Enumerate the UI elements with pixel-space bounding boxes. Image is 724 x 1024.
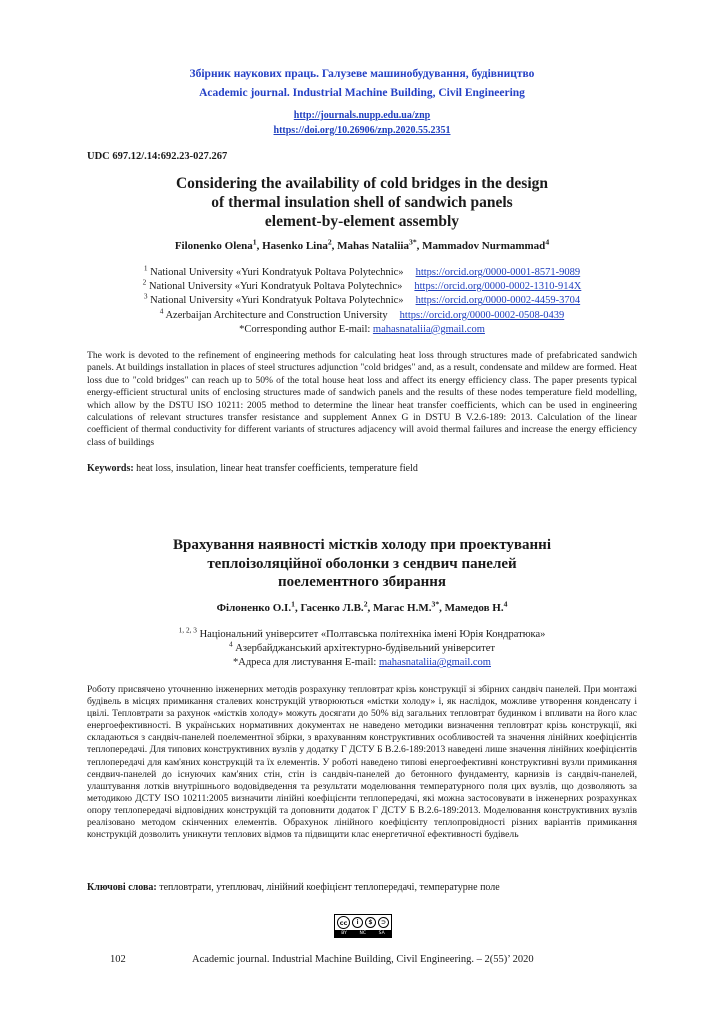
orcid-link[interactable]: https://orcid.org/0000-0002-0508-0439 bbox=[399, 309, 565, 321]
cc-label: NC bbox=[359, 931, 367, 936]
affiliation-sup: 4 bbox=[159, 306, 164, 316]
paper-title-en bbox=[90, 174, 634, 231]
author-sep: , bbox=[367, 602, 374, 614]
orcid-link[interactable]: https://orcid.org/0000-0002-4459-3704 bbox=[415, 295, 581, 307]
footer-text: Academic journal. Industrial Machine Building, Civil Engineering. – 2(55)’ 2020 bbox=[192, 954, 534, 965]
affiliation-sup: 1 bbox=[143, 263, 148, 273]
cc-badge-bottom bbox=[335, 930, 391, 937]
journal-title-en: Academic journal. Industrial Machine Building, Civil Engineering bbox=[199, 87, 525, 99]
affiliations-en bbox=[0, 263, 724, 337]
author-sup: 3* bbox=[431, 599, 440, 609]
corresponding-author-line bbox=[0, 656, 724, 670]
cc-badge-top bbox=[335, 915, 391, 930]
author-sup: 1 bbox=[291, 599, 295, 609]
affiliation-sup: 4 bbox=[228, 639, 233, 649]
author-name: Filonenko Olena bbox=[174, 240, 253, 252]
title-en-line: Considering the availability of cold bridges in the design bbox=[175, 175, 549, 192]
keywords-label: Keywords: bbox=[87, 463, 134, 474]
title-en-line: element-by-element assembly bbox=[264, 213, 460, 230]
affiliation-sup: 1, 2, 3 bbox=[178, 625, 197, 635]
title-en-line: of thermal insulation shell of sandwich panels bbox=[211, 194, 513, 211]
author-sup: 4 bbox=[545, 237, 550, 247]
corresponding-author-line bbox=[0, 323, 724, 337]
email-link[interactable]: mahasnataliia@gmail.com bbox=[372, 323, 485, 335]
affiliations-uk bbox=[0, 625, 724, 671]
author-name: Філоненко О.І. bbox=[216, 602, 292, 614]
journal-title-uk: Збірник наукових праць. Галузеве машинобудування, будівництво bbox=[189, 68, 535, 80]
page-number: 102 bbox=[110, 954, 126, 965]
author-sup: 2 bbox=[363, 599, 368, 609]
sa-glyph: ⊃ bbox=[378, 917, 389, 928]
cc-label: BY bbox=[341, 931, 347, 936]
title-uk-line: Врахування наявності містків холоду при проектуванні bbox=[173, 537, 551, 553]
cc-label: SA bbox=[378, 931, 385, 936]
keywords-uk bbox=[87, 882, 637, 893]
abstract-uk: Роботу присвячено уточненню інженерних методів розрахунку тепловтрат крізь конструкції зі збірних сандвіч панелей. При монтажі будівель в місцях примикання сталевих конструкцій утворюються «містки холоду» і, як наслідок, можливе утворення конденсату і цвілі. Тепловтрати за рахунок «містків холоду» можуть досягати до 50% від загальних тепловтрат будинком і впливати на його клас енергоефективності. В українських нормативних документах не наведено методики визначення тепловтрат крізь конструкції, які складаються з сандвіч-панелей поелементної збірки, з врахуванням конструктивних особливостей та значення лінійних коефіцієнтів теплопередачі. Для типових конструктивних вузлів у додатку Г ДСТУ Б В.2.6-189:2013 наведені лише значення лінійних коефіцієнтів теплопередачі для кам'яних конструкцій та їх елементів. У роботі наведено типові енергоефективні конструктивні вузли примикання сендвич-панелей до існуючих кам'яних стін, стін із сандвіч-панелей до бетонного фундаменту, карнизів із сандвіч-панелей, улаштування лотків внутрішнього водовідведення та результати моделювання температурного поля цих вузлів, що дозволяють за методикою ДСТУ ISO 10211:2005 визначити лінійні коефіцієнти теплопередачі, які можна застосовувати в інженерних розрахунках опору теплопередачі відповідних конструкцій та доповнити додаток Г ДСТУ Б В.2.6-189:2013. Моделювання конструктивних вузлів реалізовано методом скінченних елементів. Обрахунок лінійного коефіцієнту теплопровідності різних варіантів примикання конструкцій дозволить уникнути теплових відмов та підвищити клас енергетичної ефективності будівель bbox=[87, 684, 637, 841]
author-sep: , bbox=[439, 602, 445, 614]
affiliation-text: Азербайджанський архітектурно-будівельний університет bbox=[232, 643, 496, 655]
email-link[interactable]: mahasnataliia@gmail.com bbox=[378, 657, 491, 669]
keywords-en bbox=[87, 463, 637, 474]
affiliation-text: Azerbaijan Architecture and Construction University bbox=[165, 309, 388, 321]
author-name: Гасенко Л.В. bbox=[300, 602, 364, 614]
keywords-text: heat loss, insulation, linear heat transfer coefficients, temperature field bbox=[133, 463, 418, 474]
affiliation-text: National University «Yuri Kondratyuk Poltava Polytechnic» bbox=[148, 281, 403, 293]
doi-link[interactable]: https://doi.org/10.26906/znp.2020.55.2351 bbox=[273, 125, 451, 136]
affiliation-text: National University «Yuri Kondratyuk Poltava Polytechnic» bbox=[150, 295, 404, 307]
affiliation-sup: 3 bbox=[143, 291, 148, 301]
orcid-link[interactable]: https://orcid.org/0000-0002-1310-914X bbox=[414, 281, 582, 293]
author-name: Магас Н.М. bbox=[373, 602, 432, 614]
author-sup: 1 bbox=[252, 237, 257, 247]
corresponding-label: *Адреса для листування E-mail: bbox=[233, 657, 379, 669]
affiliation-line bbox=[0, 625, 724, 642]
author-sep: , bbox=[294, 602, 301, 614]
nc-glyph: $ bbox=[365, 917, 376, 928]
affiliation-text: National University «Yuri Kondratyuk Poltava Polytechnic» bbox=[150, 267, 404, 278]
author-name: Hasenko Lina bbox=[262, 240, 328, 252]
paper-title-uk bbox=[90, 536, 634, 592]
affiliation-line bbox=[0, 277, 724, 294]
orcid-link[interactable]: https://orcid.org/0000-0001-8571-9089 bbox=[415, 267, 581, 278]
author-sep: , bbox=[331, 240, 338, 252]
abstract-en: The work is devoted to the refinement of engineering methods for calculating heat loss through structures made of prefabricated sandwich panels. At buildings installation in places of steel structures adjunction "cold bridges" and, as a result, condensate and mildew are formed. Heat loss due to "cold bridges" can reach up to 50% of the total house heat loss and affect its energy efficiency class. The paper presents typical energy-efficient structural units of enclosing structures made of sandwich panels and the results of these nodes temperature field modelling, which allow by the DSTU ISO 10211: 2005 method to determine the linear heat transfer coefficients, which can be used in engineering calculations of relevant structures transfer resistance and supplement Annex G in DSTU B V.2.6-189: 2013. Calculation of the linear coefficient of thermal conductivity for different variants of structures adjacency will avoid thermal failures and increase the energy efficiency class of buildings bbox=[87, 350, 637, 448]
affiliation-sup: 2 bbox=[142, 277, 147, 287]
affiliation-line bbox=[0, 291, 724, 308]
udc-code: UDC 697.12/.14:692.23-027.267 bbox=[87, 151, 228, 162]
cc-by-nc-sa-icon[interactable] bbox=[334, 914, 392, 938]
author-sup: 4 bbox=[503, 599, 508, 609]
corresponding-label: *Corresponding author E-mail: bbox=[239, 323, 373, 335]
affiliation-line bbox=[0, 306, 724, 323]
authors-en bbox=[0, 237, 724, 252]
author-sep: , bbox=[416, 240, 423, 252]
author-name: Mammadov Nurmammad bbox=[422, 240, 546, 252]
author-sep: , bbox=[256, 240, 263, 252]
author-name: Мамедов Н. bbox=[444, 602, 504, 614]
author-sup: 3* bbox=[408, 237, 417, 247]
title-uk-line: поелементного збирання bbox=[277, 574, 446, 590]
affiliation-line bbox=[0, 263, 724, 280]
title-uk-line: теплоізоляційної оболонки з сендвич панелей bbox=[207, 555, 517, 572]
affiliation-line bbox=[0, 639, 724, 656]
keywords-label: Ключові слова: bbox=[87, 882, 157, 893]
by-glyph: i bbox=[352, 917, 363, 928]
keywords-text: тепловтрати, утеплювач, лінійний коефіцієнт теплопередачі, температурне поле bbox=[156, 882, 500, 893]
cc-glyph: cc bbox=[337, 916, 350, 929]
author-name: Mahas Nataliia bbox=[337, 240, 409, 252]
affiliation-text: Національний університет «Полтавська політехніка імені Юрія Кондратюка» bbox=[196, 629, 546, 640]
author-sup: 2 bbox=[327, 237, 332, 247]
authors-uk bbox=[0, 599, 724, 614]
journal-url-link[interactable]: http://journals.nupp.edu.ua/znp bbox=[293, 110, 431, 121]
